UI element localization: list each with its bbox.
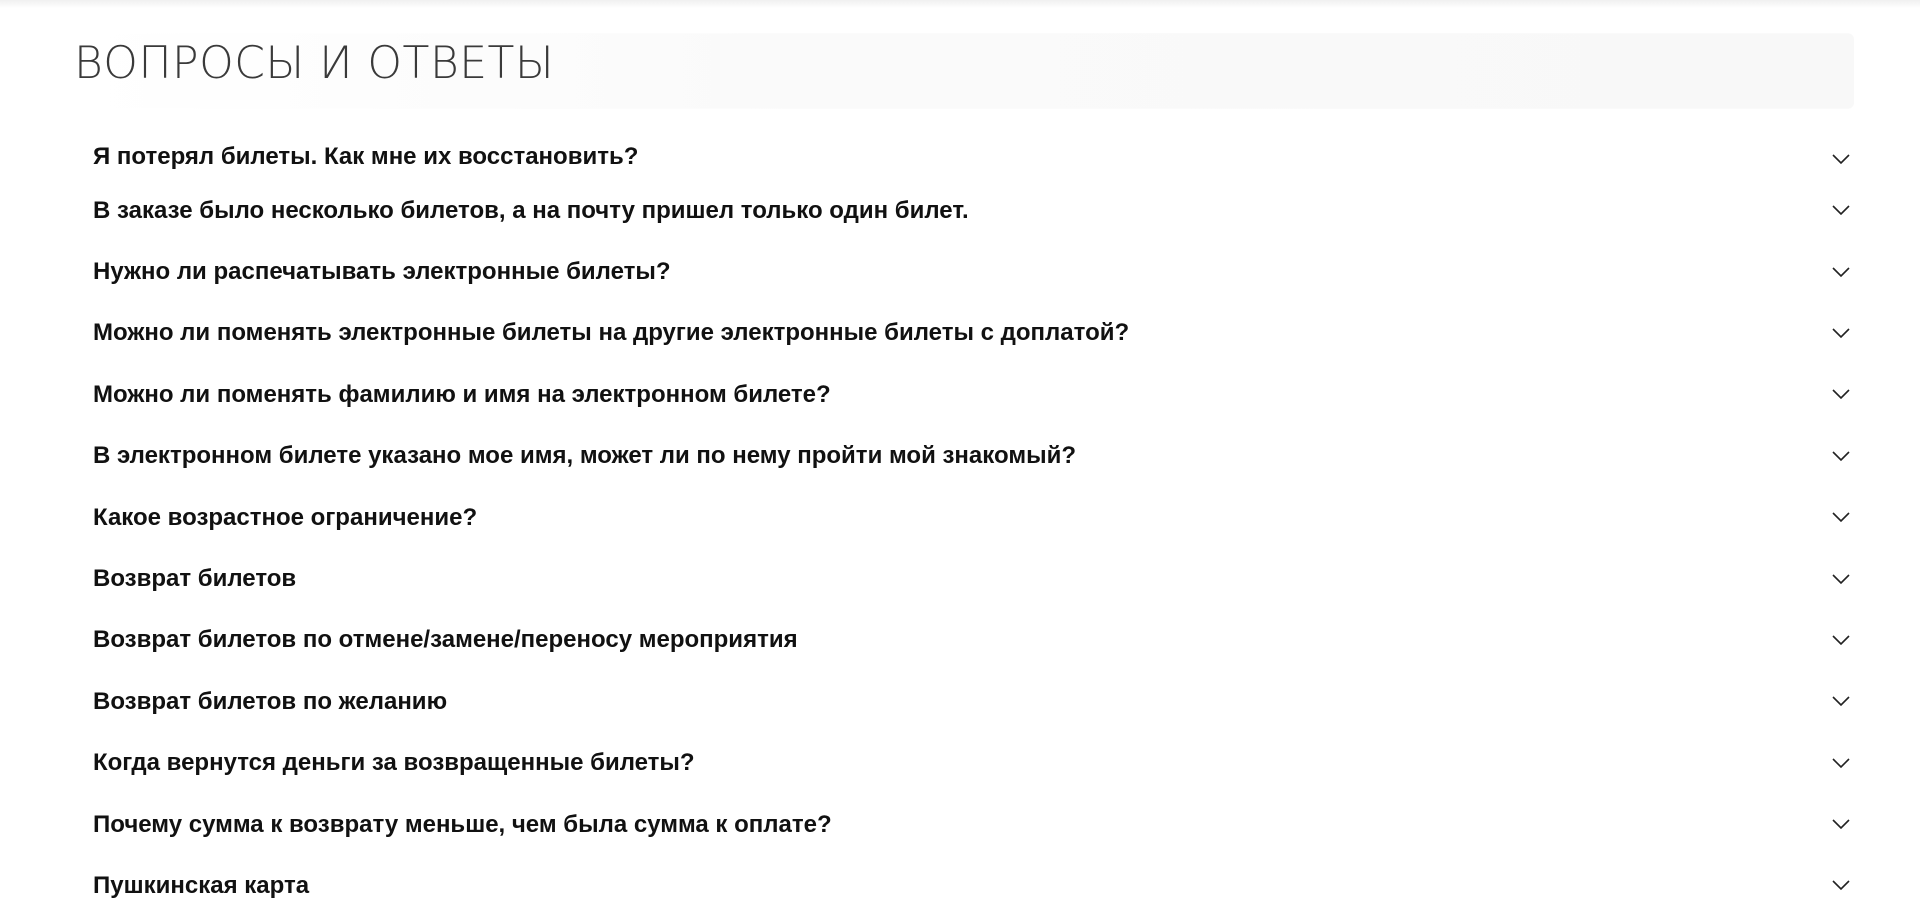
faq-question: Пушкинская карта (93, 871, 310, 899)
chevron-down-icon[interactable] (1830, 572, 1852, 586)
faq-item[interactable] (93, 733, 1854, 794)
faq-question: Когда вернутся деньги за возвращенные билеты? (93, 749, 695, 777)
faq-item[interactable] (93, 794, 1854, 855)
faq-title: ВОПРОСЫ И ОТВЕТЫ (74, 33, 1854, 108)
faq-item[interactable] (93, 241, 1854, 302)
faq-item[interactable] (93, 487, 1854, 548)
faq-question: Я потерял билеты. Как мне их восстановить? (93, 143, 639, 170)
faq-question: Почему сумма к возврату меньше, чем была сумма к оплате? (93, 810, 832, 838)
faq-item[interactable] (93, 303, 1854, 364)
faq-item[interactable] (93, 671, 1854, 732)
chevron-down-icon[interactable] (1830, 633, 1852, 647)
faq-question: Какое возрастное ограничение? (93, 503, 478, 531)
chevron-down-icon[interactable] (1830, 879, 1852, 893)
chevron-down-icon[interactable] (1830, 695, 1852, 709)
chevron-down-icon[interactable] (1830, 511, 1852, 525)
faq-question: Возврат билетов (93, 565, 297, 593)
chevron-down-icon[interactable] (1830, 756, 1852, 770)
faq-question: Можно ли поменять фамилию и имя на электронном билете? (93, 380, 831, 408)
faq-question: Возврат билетов по желанию (93, 687, 448, 715)
faq-question: Можно ли поменять электронные билеты на другие электронные билеты с доплатой? (93, 319, 1130, 347)
faq-question: В электронном билете указано мое имя, может ли по нему пройти мой знакомый? (93, 442, 1076, 470)
chevron-down-icon[interactable] (1830, 818, 1852, 832)
faq-item[interactable] (93, 610, 1854, 671)
faq-item[interactable] (93, 855, 1854, 916)
faq-question: Возврат билетов по отмене/замене/переносу мероприятия (93, 626, 798, 654)
faq-item[interactable] (93, 180, 1854, 241)
chevron-down-icon[interactable] (1830, 388, 1852, 402)
chevron-down-icon[interactable] (1830, 204, 1852, 218)
faq-question: Нужно ли распечатывать электронные билеты? (93, 258, 671, 286)
chevron-down-icon[interactable] (1830, 326, 1852, 340)
faq-section (74, 34, 1854, 917)
faq-question: В заказе было несколько билетов, а на почту пришел только один билет. (93, 196, 969, 224)
faq-item[interactable] (93, 426, 1854, 487)
header-shadow (0, 0, 1920, 8)
faq-item[interactable] (93, 364, 1854, 425)
faq-item[interactable] (93, 108, 1854, 180)
faq-item[interactable] (93, 548, 1854, 609)
chevron-down-icon[interactable] (1830, 152, 1852, 166)
chevron-down-icon[interactable] (1830, 449, 1852, 463)
chevron-down-icon[interactable] (1830, 265, 1852, 279)
faq-list (74, 108, 1854, 917)
